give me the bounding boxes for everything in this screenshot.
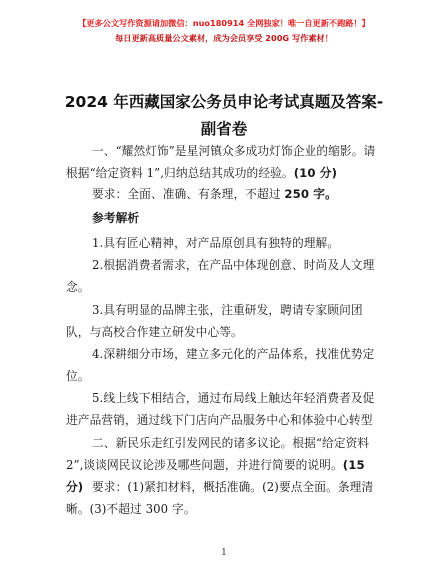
question-1-requirement (66, 183, 386, 205)
requirement-limit: 250 字。 (284, 187, 337, 201)
answer-item-2: 2.根据消费者需求，在产品中体现创意、时尚及人文理念。 (66, 258, 375, 294)
document-title: 2024 年西藏国家公务员申论考试真题及答案- (64, 93, 384, 111)
document-title-line2: 副省卷 (200, 120, 248, 138)
question-1-text: 一、“耀然灯饰”是星河镇众多成功灯饰企业的缩影。请根据“给定资料 1”,归纳总结其成功的经验。 (66, 144, 376, 180)
requirement-text: 要求：全面、准确、有条理，不超过 (92, 187, 285, 201)
promo-banner-line1: 【更多公文写作资源请加微信：nuo180914 全网独家！唯一自更新不跑路！】 (78, 18, 370, 28)
answer-item-4: 4.深耕细分市场，建立多元化的产品体系，找准优势定位。 (66, 347, 375, 383)
question-1 (66, 140, 386, 184)
question-2-score: (15 分) (66, 458, 365, 494)
answer-item-5: 5.线上线下相结合，通过布局线上触达年轻消费者及促进产品营销，通过线下门店向产品服务中心和体验中心转型 (66, 391, 375, 427)
question-2-text: 二、新民乐走红引发网民的诸多议论。根据“给定资料 2”,谈谈网民议论涉及哪些问题，并进行简要的说明。 (66, 436, 370, 472)
answer-item-1: 1.具有匠心精神，对产品原创具有独特的理解。 (92, 236, 340, 250)
page-number: 1 (221, 548, 227, 558)
promo-banner-line2: 每日更新高质量公文素材，成为会员享受 200G 写作素材！ (115, 33, 333, 43)
question-2-requirement: 要求：(1)紧扣材料，概括准确。(2)要点全面。条理清晰。(3)不超过 300 字。 (66, 480, 374, 516)
answer-heading: 参考解析 (92, 211, 140, 225)
answer-item-3: 3.具有明显的品牌主张，注重研发，聘请专家顾问团队，与高校合作建立研发中心等。 (66, 303, 363, 339)
question-1-score: (10 分) (293, 166, 338, 180)
